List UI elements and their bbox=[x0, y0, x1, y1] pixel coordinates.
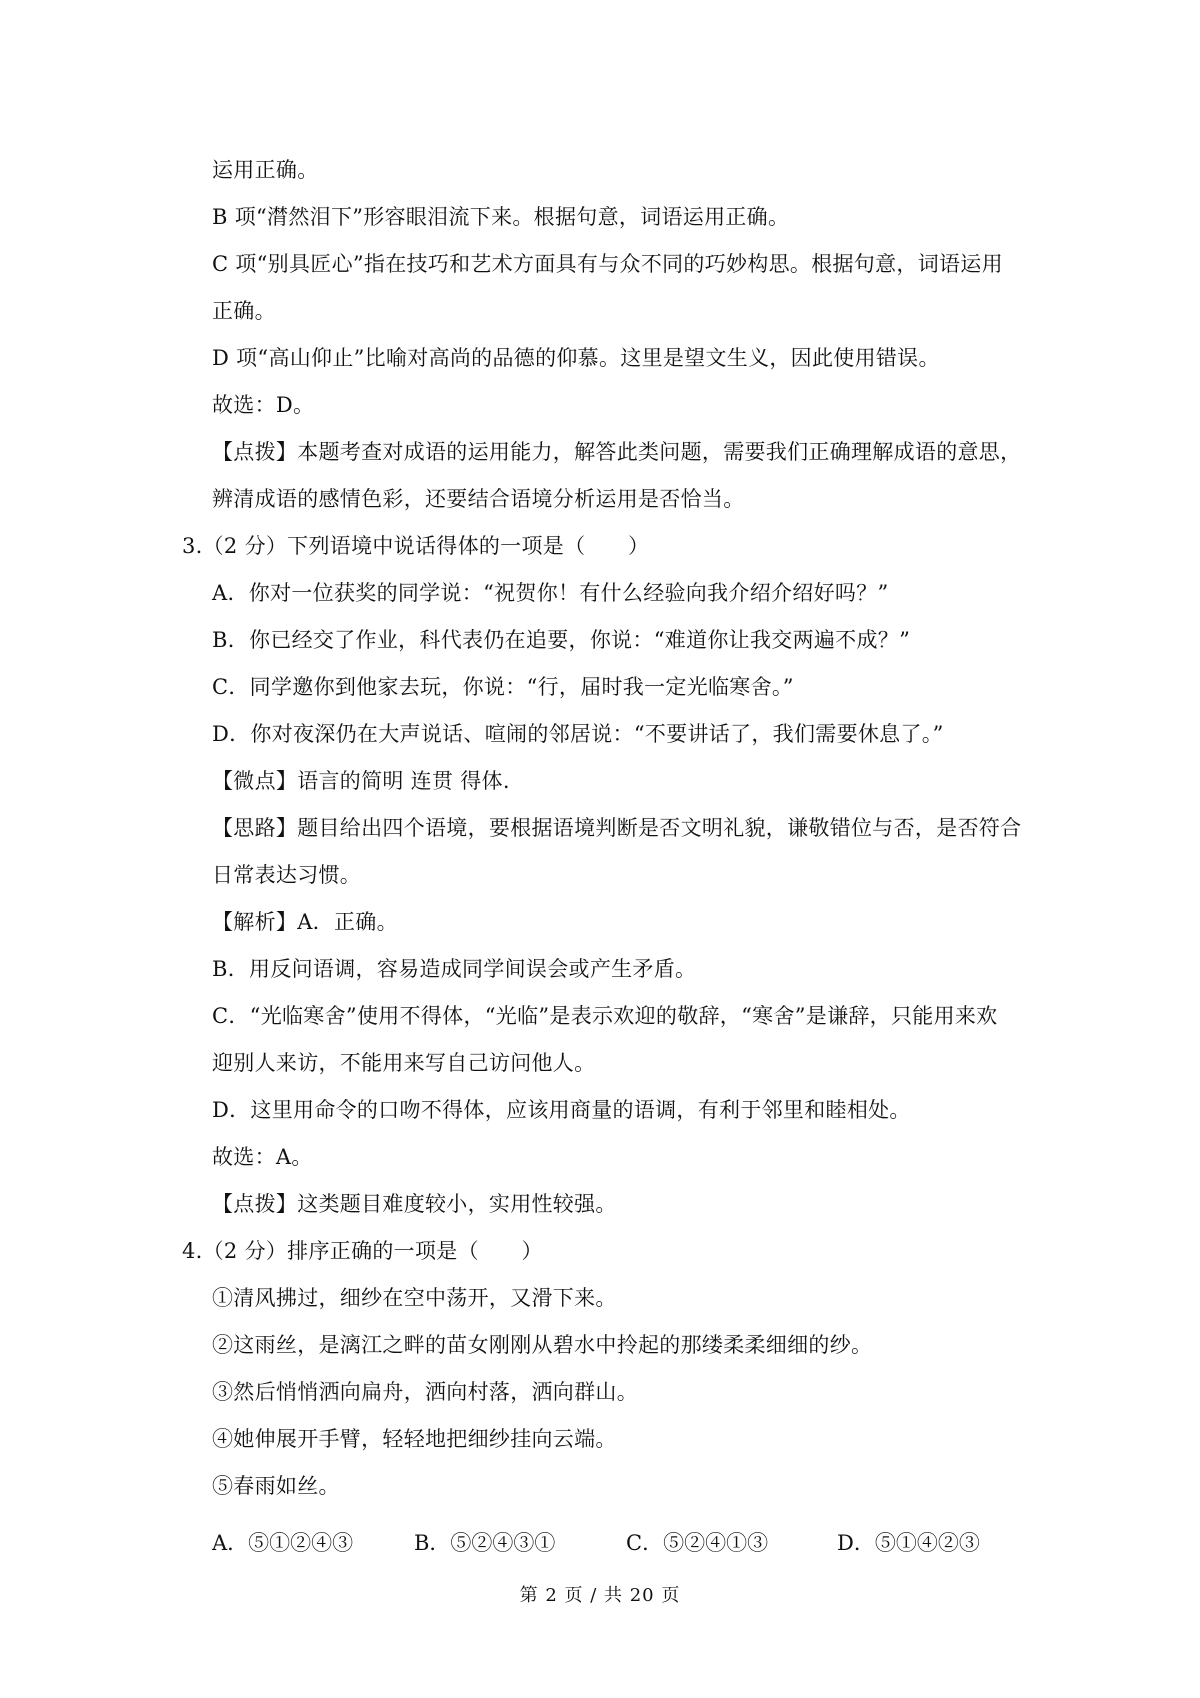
text-line: 故选：A。 bbox=[212, 1145, 313, 1169]
text-line: 正确。 bbox=[212, 299, 276, 323]
sentence-line: ③然后悄悄洒向扁舟，洒向村落，洒向群山。 bbox=[212, 1380, 638, 1404]
text-line: 【微点】语言的简明 连贯 得体. bbox=[212, 769, 510, 793]
text-line: 运用正确。 bbox=[212, 158, 319, 182]
option-line: B．你已经交了作业，科代表仍在追要，你说：“难道你让我交两遍不成？” bbox=[212, 628, 911, 652]
text-line: 【思路】题目给出四个语境，要根据语境判断是否文明礼貌，谦敬错位与否，是否符合 bbox=[212, 816, 1022, 840]
sentence-line: ④她伸展开手臂，轻轻地把细纱挂向云端。 bbox=[212, 1427, 617, 1451]
text-line: 日常表达习惯。 bbox=[212, 863, 362, 887]
question-3-stem: 3.（2 分）下列语境中说话得体的一项是（ ） bbox=[182, 534, 650, 558]
sentence-line: ⑤春雨如丝。 bbox=[212, 1474, 340, 1498]
text-line: B．用反问语调，容易造成同学间误会或产生矛盾。 bbox=[212, 957, 697, 981]
choice-a: A．⑤①②④③ bbox=[212, 1531, 354, 1555]
text-line: D 项“高山仰止”比喻对高尚的品德的仰慕。这里是望文生义，因此使用错误。 bbox=[212, 346, 940, 370]
choice-c: C．⑤②④①③ bbox=[626, 1531, 769, 1555]
text-line: C 项“别具匠心”指在技巧和艺术方面具有与众不同的巧妙构思。根据句意，词语运用 bbox=[212, 252, 1003, 276]
text-line: 迎别人来访，不能用来写自己访问他人。 bbox=[212, 1051, 596, 1075]
text-line: D．这里用命令的口吻不得体，应该用商量的语调，有利于邻里和睦相处。 bbox=[212, 1098, 911, 1122]
option-line: C．同学邀你到他家去玩，你说：“行，届时我一定光临寒舍。” bbox=[212, 675, 794, 699]
text-line: 辨清成语的感情色彩，还要结合语境分析运用是否恰当。 bbox=[212, 487, 745, 511]
option-line: D．你对夜深仍在大声说话、喧闹的邻居说：“不要讲话了，我们需要休息了。” bbox=[212, 722, 944, 746]
page-footer: 第 2 页 / 共 20 页 bbox=[519, 1585, 681, 1606]
answer-choices bbox=[212, 1528, 1032, 1558]
choice-d: D．⑤①④②③ bbox=[837, 1531, 980, 1555]
sentence-line: ②这雨丝，是漓江之畔的苗女刚刚从碧水中拎起的那缕柔柔细细的纱。 bbox=[212, 1333, 873, 1357]
text-line: 【点拨】本题考查对成语的运用能力，解答此类问题，需要我们正确理解成语的意思， bbox=[212, 440, 1022, 464]
text-line: B 项“潸然泪下”形容眼泪流下来。根据句意，词语运用正确。 bbox=[212, 205, 790, 229]
sentence-line: ①清风拂过，细纱在空中荡开，又滑下来。 bbox=[212, 1286, 617, 1310]
text-line: C．“光临寒舍”使用不得体，“光临”是表示欢迎的敬辞，“寒舍”是谦辞，只能用来欢 bbox=[212, 1004, 998, 1028]
choice-b: B．⑤②④③① bbox=[414, 1531, 556, 1555]
question-4-stem: 4.（2 分）排序正确的一项是（ ） bbox=[182, 1239, 543, 1263]
option-line: A．你对一位获奖的同学说：“祝贺你！有什么经验向我介绍介绍好吗？” bbox=[212, 581, 889, 605]
text-line: 故选：D。 bbox=[212, 393, 315, 417]
text-line: 【解析】A．正确。 bbox=[212, 910, 398, 934]
text-line: 【点拨】这类题目难度较小，实用性较强。 bbox=[212, 1192, 617, 1216]
